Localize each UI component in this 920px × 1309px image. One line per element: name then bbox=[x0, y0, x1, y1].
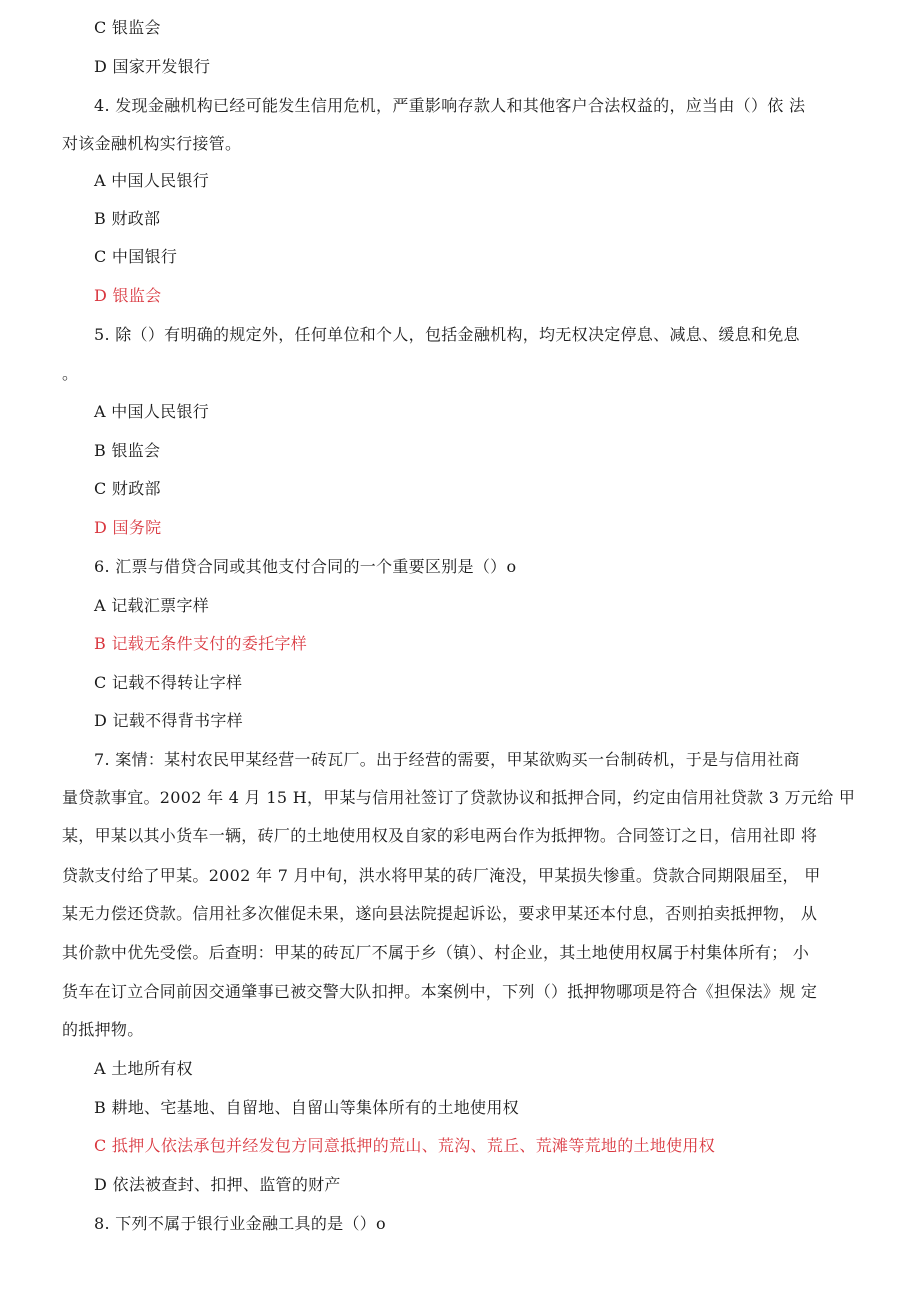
q8-stem: 8. 下列不属于银行业金融工具的是（）o bbox=[94, 1214, 386, 1233]
q7-stem-line4: 贷款支付给了甲某。2002 年 7 月中旬，洪水将甲某的砖厂淹没，甲某损失惨重。贷款合同期限届至， 甲 bbox=[62, 866, 821, 885]
q7-stem-line7: 货车在订立合同前因交通肇事已被交警大队扣押。本案例中，下列（）抵押物哪项是符合《担保法》规 定 bbox=[62, 982, 818, 1001]
q6-option-b-answer: B 记载无条件支付的委托字样 bbox=[94, 634, 308, 653]
q4-option-a: A 中国人民银行 bbox=[94, 171, 210, 190]
q7-option-b: B 耕地、宅基地、自留地、自留山等集体所有的土地使用权 bbox=[94, 1098, 519, 1117]
q6-option-d: D 记载不得背书字样 bbox=[94, 711, 243, 730]
q5-option-a: A 中国人民银行 bbox=[94, 402, 210, 421]
q6-option-c: C 记载不得转让字样 bbox=[94, 673, 243, 692]
q5-option-b: B 银监会 bbox=[94, 441, 161, 460]
q4-option-d-answer: D 银监会 bbox=[94, 286, 162, 305]
q4-option-c: C 中国银行 bbox=[94, 247, 178, 266]
q5-option-c: C 财政部 bbox=[94, 479, 161, 498]
q7-stem-line3: 某，甲某以其小货车一辆，砖厂的土地使用权及自家的彩电两台作为抵押物。合同签订之日，信用社即 将 bbox=[62, 826, 818, 845]
q7-option-d: D 依法被查封、扣押、监管的财产 bbox=[94, 1175, 341, 1194]
q5-stem-line1: 5. 除（）有明确的规定外，任何单位和个人，包括金融机构，均无权决定停息、减息、缓息和免息 bbox=[94, 325, 800, 344]
q7-option-c-answer: C 抵押人依法承包并经发包方同意抵押的荒山、荒沟、荒丘、荒滩等荒地的土地使用权 bbox=[94, 1136, 716, 1155]
q6-stem: 6. 汇票与借贷合同或其他支付合同的一个重要区别是（）o bbox=[94, 557, 517, 576]
q3-option-d: D 国家开发银行 bbox=[94, 57, 211, 76]
q7-stem-line8: 的抵押物。 bbox=[62, 1020, 144, 1039]
q3-option-c: C 银监会 bbox=[94, 18, 161, 37]
q7-stem-line1: 7. 案情：某村农民甲某经营一砖瓦厂。出于经营的需要，甲某欲购买一台制砖机，于是与信用社商 bbox=[94, 750, 800, 769]
q7-stem-line6: 其价款中优先受偿。后查明：甲某的砖瓦厂不属于乡（镇）、村企业，其土地使用权属于村集体所有； 小 bbox=[62, 943, 810, 962]
q5-stem-line2: 。 bbox=[62, 364, 79, 383]
q4-stem-line1: 4. 发现金融机构已经可能发生信用危机，严重影响存款人和其他客户合法权益的，应当由（）依 法 bbox=[94, 96, 806, 115]
q7-stem-line2: 量贷款事宜。2002 年 4 月 15 H，甲某与信用社签订了贷款协议和抵押合同，约定由信用社贷款 3 万元给 甲 bbox=[62, 788, 856, 807]
q6-option-a: A 记载汇票字样 bbox=[94, 596, 210, 615]
q5-option-d-answer: D 国务院 bbox=[94, 518, 162, 537]
q4-option-b: B 财政部 bbox=[94, 209, 161, 228]
q7-option-a: A 土地所有权 bbox=[94, 1059, 193, 1078]
q4-stem-line2: 对该金融机构实行接管。 bbox=[62, 134, 242, 153]
q7-stem-line5: 某无力偿还贷款。信用社多次催促未果，遂向县法院提起诉讼，要求甲某还本付息，否则拍卖抵押物， 从 bbox=[62, 904, 818, 923]
